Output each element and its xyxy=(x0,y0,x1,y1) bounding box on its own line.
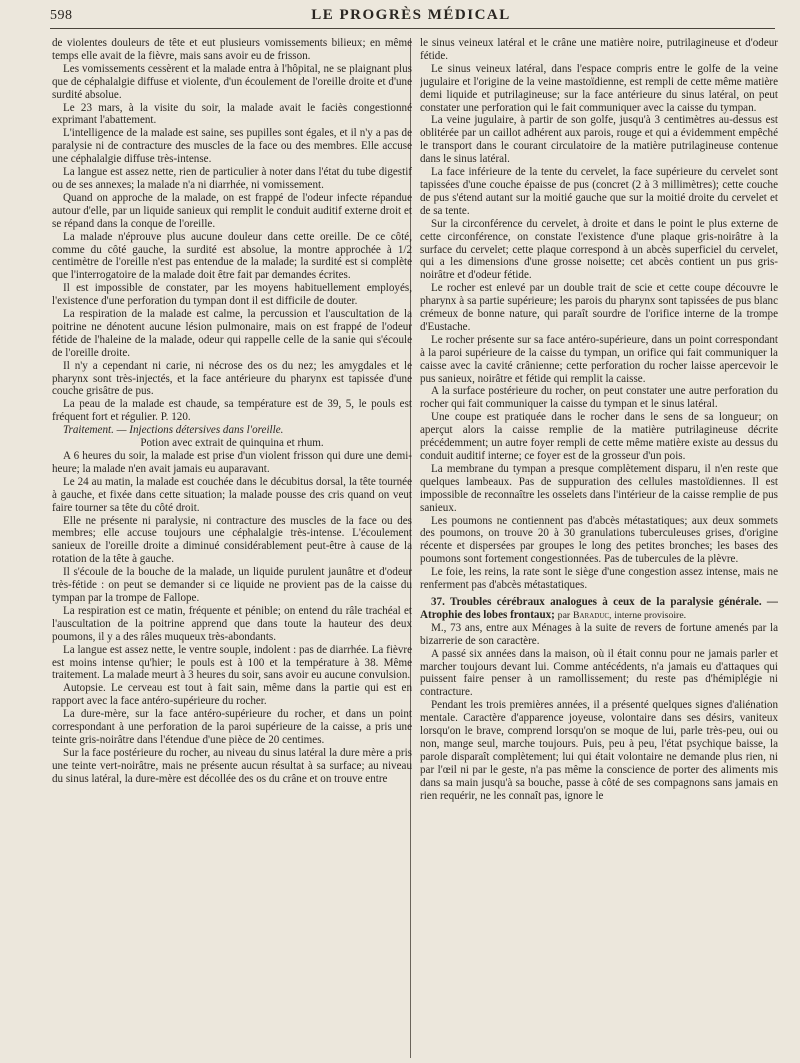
paragraph: Pendant les trois premières années, il a présenté quelques signes d'aliénation mentale. Caractère d'apparence joyeuse, volontaire dans ses désirs, vaniteux lorsqu'on le brave, comprend lorsqu'on se moque de lui, parle très-peu, oui ou non, mange seul, marche toujours. Puis, peu à peu, l'état psychique baisse, la parole disparaît complètement; lui qui était volontaire ne demande plus rien, ni par l'œil ni par le geste, n'a pas même la conscience de porter des aliments mis dans sa main jusqu'à sa bouche, passe à côté de ses compagnons sans jamais en rien requérir, ne les connaît pas, ignore le xyxy=(420,699,778,802)
page-number: 598 xyxy=(50,8,73,23)
page-header xyxy=(50,6,772,28)
paragraph: A passé six années dans la maison, où il était connu pour ne jamais parler et marcher toujours devant lui. Comme antécédents, n'a jamais eu d'attaques qui puissent faire penser à un ramollissement; du reste pas d'hémiplégie ni contracture. xyxy=(420,647,778,699)
paragraph: Elle ne présente ni paralysie, ni contracture des muscles de la face ou des membres; elle accuse toujours une céphalalgie très-intense. L'écoulement sanieux de l'oreille droite a diminué considérablement peut-être à cause de la rotation de la tête à gauche. xyxy=(52,514,412,566)
paragraph: M., 73 ans, entre aux Ménages à la suite de revers de fortune amenés par la bizarrerie de son caractère. xyxy=(420,621,778,647)
treatment-line: Potion avec extrait de quinquina et rhum. xyxy=(140,437,324,450)
paragraph: La face inférieure de la tente du cervelet, la face supérieure du cervelet sont tapissées d'une couche épaisse de pus (concret (2 à 3 millimètres); cette couche de pus s'étend autant sur la moitié gauche que sur la moitié droite du cervelet et de sa tente. xyxy=(420,166,778,217)
paragraph: La veine jugulaire, à partir de son golfe, jusqu'à 3 centimètres au-dessus est oblitérée par un caillot adhérent aux parois, rouge et qui a évidemment empêché le transport dans le courant circulatoire de la matière putrilagineuse contenue dans le sinus latéral. xyxy=(420,114,778,166)
paragraph: La langue est assez nette, le ventre souple, indolent : pas de diarrhée. La fièvre est moins intense qu'hier; le pouls est à 100 et la température à 38. Même traitement. La malade meurt à 3 heures du soir, sans avoir eu aucune convulsion. xyxy=(52,643,412,682)
paragraph: A 6 heures du soir, la malade est prise d'un violent frisson qui dure une demi-heure; la malade n'en avait jamais eu auparavant. xyxy=(52,450,412,475)
section-by: par xyxy=(557,609,571,621)
paragraph: Le foie, les reins, la rate sont le siège d'une congestion assez intense, mais ne renferment pas d'abcès métastatiques. xyxy=(420,566,778,592)
section-title: 37. Troubles cérébraux analogues à ceux de la paralysie générale. — Atrophie des lobes frontaux; xyxy=(420,595,778,621)
header-rule xyxy=(50,28,775,29)
paragraph: Les vomissements cessèrent et la malade entra à l'hôpital, ne se plaignant plus que de céphalalgie diffuse et violente, d'un écoulement de l'oreille droite et d'une surdité absolue. xyxy=(52,62,412,101)
right-column xyxy=(420,37,778,1057)
paragraph: Il s'écoule de la bouche de la malade, un liquide purulent jaunâtre et d'odeur très-fétide : on peut se demander si ce liquide ne provient pas de la caisse du tympan par la trompe de Fallope. xyxy=(52,566,412,604)
paragraph: Le 23 mars, à la visite du soir, la malade avait le faciès congestionné exprimant l'abattement. xyxy=(52,101,412,127)
paragraph: Il n'y a cependant ni carie, ni nécrose des os du nez; les amygdales et le pharynx sont très-injectés, et la face antérieure du pharynx est tapissée d'une couche grisâtre de pus. xyxy=(52,359,412,398)
section-author: Baraduc, xyxy=(572,609,612,621)
autopsy-paragraph: Autopsie. Le cerveau est tout à fait sain, même dans la partie qui est en rapport avec la face antéro-supérieure du rocher. xyxy=(52,682,412,708)
paragraph: Le sinus veineux latéral, dans l'espace compris entre le golfe de la veine jugulaire et l'origine de la veine mastoïdienne, est rempli de cette même matière demi liquide et putrilagineuse; sur la face antérieure du sinus latéral, on peut constater une perforation qui le fait communiquer avec la caisse du tympan. xyxy=(420,62,778,114)
paragraph: La membrane du tympan a presque complètement disparu, il n'en reste que quelques lambeaux. Pas de suppuration des cellules mastoïdiennes. Il est impossible de reconnaître les osselets dans l'intérieur de la caisse remplie de pus sanieux. xyxy=(420,462,778,514)
paragraph: le sinus veineux latéral et le crâne une matière noire, putrilagineuse et d'odeur fétide. xyxy=(420,37,778,62)
section-heading xyxy=(420,596,778,622)
paragraph: Sur la face postérieure du rocher, au niveau du sinus latéral la dure mère a pris une teinte vert-noirâtre, mais ne présente aucun résultat à sa surface; au niveau du sinus latéral, la dure-mère est décollée des os du crâne et on trouve entre xyxy=(52,746,412,785)
treatment-heading: Traitement. — Injections détersives dans l'oreille. xyxy=(63,424,284,437)
paragraph: Le 24 au matin, la malade est couchée dans le décubitus dorsal, la tête tournée à gauche, et fixée dans cette situation; la malade pousse des cris quand on veut faire tourner sa tête du côté droit. xyxy=(52,475,412,514)
paragraph: Il est impossible de constater, par les moyens habituellement employés, l'existence d'une perforation du tympan dont il est difficile de douter. xyxy=(52,282,412,308)
journal-title: LE PROGRÈS MÉDICAL xyxy=(311,7,511,23)
paragraph: Le rocher présente sur sa face antéro-supérieure, dans un point correspondant à la paroi supérieure de la caisse du tympan, un orifice qui fait communiquer la caisse avec la cavité crânienne; cette perforation du rocher laisse apercevoir le pus sanieux, noirâtre et fétide qui remplit la caisse. xyxy=(420,333,778,385)
paragraph: Sur la circonférence du cervelet, à droite et dans le point le plus externe de cette circonférence, on constate l'existence d'une plaque gris-noirâtre à la surface du cervelet; cette plaque correspond à un abcès superficiel du cervelet, qui a les dimensions d'une grosse noisette; cet abcès contient un pus gris-noirâtre et d'odeur fétide. xyxy=(420,217,778,282)
paragraph: de violentes douleurs de tête et eut plusieurs vomissements bilieux; en même temps elle avait de la fièvre, mais sans avoir eu de frisson. xyxy=(52,37,412,62)
left-column xyxy=(52,37,412,1057)
section-role: interne provisoire. xyxy=(614,609,687,621)
paragraph: La malade n'éprouve plus aucune douleur dans cette oreille. De ce côté, comme du côté gauche, la surdité est absolue, la montre approchée à 1/2 centimètre de l'oreille n'est pas entendue de la malade; la surdité est si complète que l'interrogatoire de la malade doit être fait par demandes écrites. xyxy=(52,230,412,282)
paragraph: La peau de la malade est chaude, sa température est de 39, 5, le pouls est fréquent fort et régulier. P. 120. xyxy=(52,398,412,424)
paragraph: A la surface postérieure du rocher, on peut constater une autre perforation du rocher qui fait communiquer la caisse du tympan et le sinus latéral. xyxy=(420,385,778,411)
paragraph: La dure-mère, sur la face antéro-supérieure du rocher, et dans un point correspondant à une perforation de la paroi supérieure de la caisse, a pris une teinte gris-noirâtre dans l'étendue d'une pièce de 20 centimes. xyxy=(52,708,412,746)
paragraph: La respiration est ce matin, fréquente et pénible; on entend du râle trachéal et l'auscultation de la poitrine apprend que dans toute la hauteur des deux poumons, il y a des râles muqueux très-abondants. xyxy=(52,604,412,643)
paragraph: Quand on approche de la malade, on est frappé de l'odeur infecte répandue autour d'elle, par un liquide sanieux qui remplit le conduit auditif externe droit et se répand dans la conque de l'oreille. xyxy=(52,191,412,230)
paragraph: La respiration de la malade est calme, la percussion et l'auscultation de la poitrine ne dénotent aucune lésion pulmonaire, mais on est frappé de l'odeur fétide de l'haleine de la malade, odeur qui rappelle celle de la sanie qui s'écoule de l'oreille droite. xyxy=(52,308,412,359)
paragraph: L'intelligence de la malade est saine, ses pupilles sont égales, et il n'y a pas de paralysie ni de contracture des muscles de la face ou des membres. Elle accuse une céphalalgie diffuse très-intense. xyxy=(52,127,412,166)
paragraph: Les poumons ne contiennent pas d'abcès métastatiques; aux deux sommets des poumons, on trouve 20 à 30 granulations tuberculeuses grises, d'origine récente et dispersées par groupes le long des petites bronches; les bases des poumons sont fortement congestionnées. Pas de tubercules de la plèvre. xyxy=(420,514,778,566)
paragraph: La langue est assez nette, rien de particulier à noter dans l'état du tube digestif ou de ses annexes; la malade n'a ni diarrhée, ni vomissement. xyxy=(52,166,412,191)
paragraph: Le rocher est enlevé par un double trait de scie et cette coupe découvre le pharynx à sa partie supérieure; les parois du pharynx sont tapissées de pus blanc crémeux de bonne nature, qui paraît sourdre de l'orifice interne de la trompe d'Eustache. xyxy=(420,282,778,333)
paragraph: Une coupe est pratiquée dans le rocher dans le sens de sa longueur; on aperçut alors la caisse remplie de la matière putrilagineuse décrite précédemment; un autre foyer rempli de cette même matière existe au dessus du conduit auditif interne; ce foyer est de la grosseur d'un pois. xyxy=(420,411,778,462)
